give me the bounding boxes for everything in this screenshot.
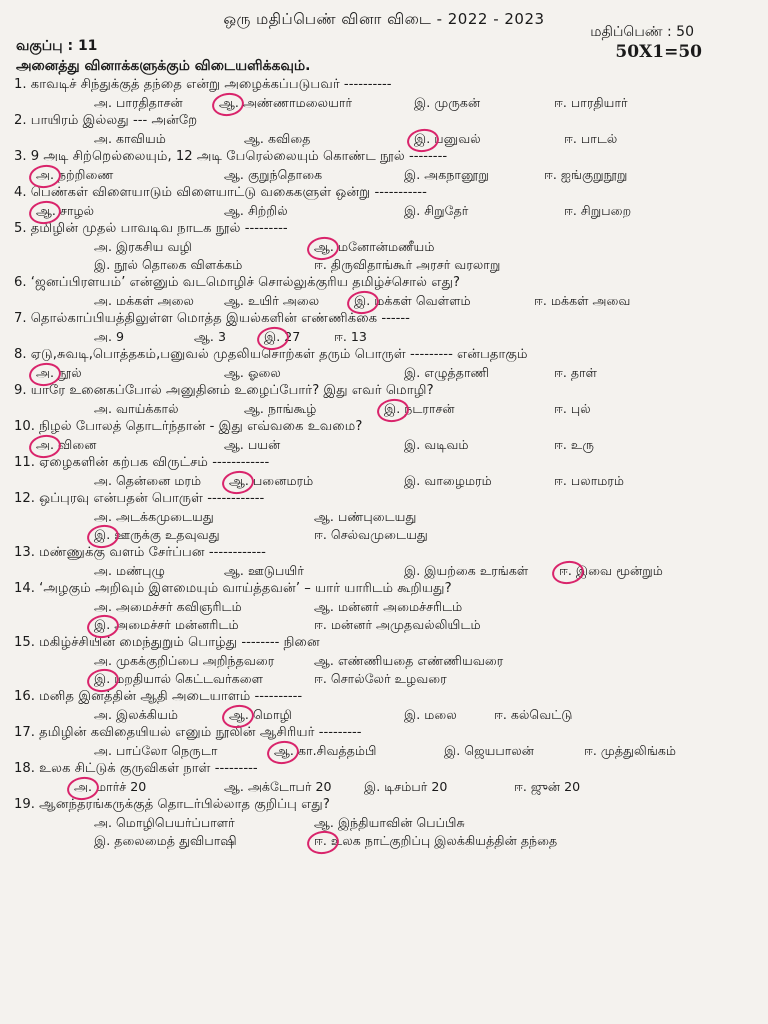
option-label: இ. — [364, 779, 381, 794]
option-text: கா.சிவத்தம்பி — [297, 743, 377, 758]
option-label: ஆ. — [229, 707, 249, 722]
question-text: 5. தமிழின் முதல் பாவடிவ நாடக நூல் --------- — [14, 221, 288, 236]
answer-option-selected — [384, 400, 455, 418]
answer-option — [224, 166, 322, 184]
option-text: மறதியால் கெட்டவர்களை — [114, 671, 263, 686]
option-text: மன்னர் அமைச்சரிடம் — [337, 599, 463, 614]
answer-option — [554, 400, 591, 418]
option-label: இ. — [264, 329, 281, 344]
option-text: மக்கள் அவை — [550, 293, 631, 308]
option-text: பனுவல் — [434, 131, 481, 146]
option-text: தாள் — [570, 365, 598, 380]
option-label: ஈ. — [534, 293, 547, 308]
option-label: ஆ. — [224, 437, 244, 452]
question-text: 15. மகிழ்ச்சியின் மைந்துறும் பொழ்து -------- நினை — [14, 635, 320, 650]
options-row — [14, 616, 754, 634]
option-text: ஓலை — [247, 365, 281, 380]
option-label: இ. — [384, 401, 401, 416]
options-row — [14, 166, 754, 184]
answer-option — [584, 742, 676, 760]
option-text: மலை — [424, 707, 457, 722]
option-text: வாய்க்கால் — [116, 401, 179, 416]
option-text: மண்புழு — [116, 563, 165, 578]
option-text: பனைமரம் — [252, 473, 314, 488]
option-label: இ. — [404, 167, 421, 182]
question-text: 3. 9 அடி சிற்றெல்லையும், 12 அடி பேரெல்லையும் கொண்ட நூல் -------- — [14, 149, 448, 164]
option-label: ஈ. — [584, 743, 597, 758]
question-text: 8. ஏடு,சுவடி,பொத்தகம்,பனுவல் முதலியசொற்கள் தரும் பொருள் --------- என்பதாகும் — [14, 347, 528, 362]
option-text: இலக்கியம் — [116, 707, 179, 722]
answer-option-selected — [219, 94, 352, 112]
option-label: அ. — [36, 365, 54, 380]
option-label: இ. — [414, 131, 431, 146]
option-text: நற்றிணை — [58, 167, 114, 182]
answer-option — [224, 292, 319, 310]
option-text: பாரதியார் — [570, 95, 628, 110]
option-label: ஆ. — [229, 473, 249, 488]
answer-option — [404, 472, 492, 490]
answer-option — [224, 562, 304, 580]
option-label: ஈ. — [554, 401, 567, 416]
option-label: அ. — [94, 239, 112, 254]
option-label: அ. — [94, 743, 112, 758]
options-row — [14, 202, 754, 220]
option-text: சிறுபறை — [580, 203, 632, 218]
options-row — [14, 652, 754, 670]
answer-option-selected — [36, 166, 113, 184]
option-label: ஈ. — [564, 203, 577, 218]
option-label: அ. — [94, 293, 112, 308]
answer-option — [224, 364, 281, 382]
option-text: அக்டோபர் 20 — [247, 779, 332, 794]
option-text: கவிதை — [267, 131, 311, 146]
answer-option — [314, 652, 503, 670]
option-text: உரு — [570, 437, 594, 452]
option-text: மனோன்மணீயம் — [337, 239, 435, 254]
answer-option — [244, 130, 310, 148]
option-text: ஜுன் 20 — [530, 779, 581, 794]
answer-option — [404, 436, 469, 454]
option-text: அமைச்சர் மன்னரிடம் — [114, 617, 239, 632]
option-text: முத்துலிங்கம் — [600, 743, 677, 758]
option-label: ஈ. — [514, 779, 527, 794]
option-text: இரகசிய வழி — [116, 239, 192, 254]
option-label: அ. — [94, 815, 112, 830]
option-label: ஈ. — [314, 671, 327, 686]
answer-option-selected — [94, 670, 263, 688]
option-label: ஈ. — [334, 329, 347, 344]
option-label: அ. — [94, 599, 112, 614]
option-text: பலாமரம் — [570, 473, 625, 488]
options-row — [14, 526, 754, 544]
option-text: அமைச்சர் கவிஞரிடம் — [116, 599, 242, 614]
answer-option — [534, 292, 630, 310]
option-label: இ. — [404, 437, 421, 452]
options-row — [14, 706, 754, 724]
answer-option — [554, 94, 628, 112]
answer-option — [224, 202, 288, 220]
answer-option-selected — [94, 526, 220, 544]
options-row — [14, 508, 754, 526]
question-text: 17. தமிழின் கவிதையியல் எனும் நூலின் ஆசிரியர் --------- — [14, 725, 362, 740]
marks-total: 50X1=50 — [615, 42, 702, 62]
answer-option — [94, 292, 194, 310]
option-text: மொழி — [252, 707, 292, 722]
answer-option-selected — [229, 706, 292, 724]
answer-option — [94, 562, 165, 580]
option-label: ஆ. — [224, 779, 244, 794]
option-label: இ. — [94, 527, 111, 542]
option-label: ஆ. — [314, 509, 334, 524]
option-label: ஆ. — [194, 329, 214, 344]
answer-option — [94, 256, 242, 274]
question-text: 11. ஏழைகளின் கற்பக விருட்சம் ------------ — [14, 455, 270, 470]
option-text: இவை மூன்றும் — [575, 563, 663, 578]
answer-option — [314, 256, 500, 274]
option-text: மக்கள் அலை — [116, 293, 194, 308]
answer-option — [94, 328, 124, 346]
option-label: இ. — [404, 563, 421, 578]
option-text: பாரதிதாசன் — [116, 95, 183, 110]
answer-option — [494, 706, 573, 724]
answer-option — [564, 130, 617, 148]
answer-option — [94, 238, 192, 256]
answer-option — [554, 364, 597, 382]
option-label: ஆ. — [224, 365, 244, 380]
question-text: 16. மனித இனத்தின் ஆதி அடையாளம் ---------- — [14, 689, 303, 704]
answer-option-selected — [354, 292, 471, 310]
option-text: திருவிதாங்கூர் அரசர் வரலாறு — [330, 257, 501, 272]
option-text: இயற்கை உரங்கள் — [424, 563, 529, 578]
option-label: இ. — [94, 833, 111, 848]
answer-option — [404, 364, 489, 382]
option-text: மார்ச் 20 — [96, 779, 147, 794]
instruction-text: அனைத்து வினாக்களுக்கும் விடையளிக்கவும். — [16, 58, 311, 74]
answer-option — [194, 328, 226, 346]
option-label: அ. — [94, 95, 112, 110]
options-row — [14, 562, 754, 580]
answer-option — [314, 616, 481, 634]
answer-option — [314, 508, 416, 526]
option-label: ஈ. — [554, 365, 567, 380]
option-label: ஈ. — [314, 617, 327, 632]
option-text: தலைமைத் துவிபாஷி — [114, 833, 237, 848]
answer-option — [414, 94, 480, 112]
option-label: அ. — [94, 329, 112, 344]
option-label: அ. — [94, 473, 112, 488]
option-label: அ. — [36, 437, 54, 452]
answer-option — [94, 400, 179, 418]
option-text: பாப்லோ நெருடா — [116, 743, 218, 758]
question-text: 2. பாயிரம் இல்லது --- அன்றே — [14, 113, 198, 128]
option-label: அ. — [94, 509, 112, 524]
option-text: அடக்கமுடையது — [116, 509, 214, 524]
option-label: அ. — [36, 167, 54, 182]
option-label: அ. — [94, 707, 112, 722]
options-row — [14, 256, 754, 274]
option-label: ஆ. — [314, 599, 334, 614]
option-label: ஈ. — [314, 833, 327, 848]
answer-option — [554, 436, 594, 454]
answer-option-selected — [314, 832, 557, 850]
answer-option-selected — [559, 562, 663, 580]
answer-option — [244, 400, 316, 418]
options-row — [14, 742, 754, 760]
options-row — [14, 598, 754, 616]
option-label: ஆ. — [244, 401, 264, 416]
option-label: இ. — [404, 707, 421, 722]
answer-option — [564, 202, 631, 220]
question-text: 7. தொல்காப்பியத்திலுள்ள மொத்த இயல்களின் எண்ணிக்கை ------ — [14, 311, 410, 326]
option-label: அ. — [94, 131, 112, 146]
options-row — [14, 94, 754, 112]
option-text: பாடல் — [580, 131, 618, 146]
options-row — [14, 130, 754, 148]
grade-label: வகுப்பு : 11 — [16, 38, 98, 54]
answer-option-selected — [274, 742, 377, 760]
answer-option — [554, 472, 624, 490]
question-text: 14. ‘அழகும் அறிவும் இளமையும் வாய்த்தவன்’ – யார் யாரிடம் கூறியது? — [14, 581, 452, 596]
options-row — [14, 814, 754, 832]
option-text: புல் — [570, 401, 591, 416]
answer-option — [314, 598, 462, 616]
option-text: சிறுதேர் — [424, 203, 469, 218]
answer-option — [94, 742, 217, 760]
answer-option — [94, 832, 237, 850]
option-label: ஆ. — [224, 563, 244, 578]
option-label: ஆ. — [314, 653, 334, 668]
question-text: 1. காவடிச் சிந்துக்குத் தந்தை என்று அழைக்கப்படுபவர் ---------- — [14, 77, 392, 92]
answer-option-selected — [36, 436, 96, 454]
answer-option — [94, 652, 274, 670]
question-text: 6. ‘ஜனப்பிரளயம்’ என்னும் வடமொழிச் சொல்லுக்குரிய தமிழ்ச்சொல் எது? — [14, 275, 461, 290]
answer-option — [314, 814, 465, 832]
options-row — [14, 670, 754, 688]
answer-option — [94, 598, 242, 616]
option-text: 27 — [284, 329, 301, 344]
answer-option-selected — [74, 778, 146, 796]
option-label: ஈ. — [554, 473, 567, 488]
option-label: ஈ. — [314, 257, 327, 272]
options-row — [14, 778, 754, 796]
options-row — [14, 292, 754, 310]
question-list — [14, 76, 754, 850]
option-text: சொல்லேர் உழவரை — [330, 671, 447, 686]
option-text: 3 — [217, 329, 226, 344]
option-text: நூல் தொகை விளக்கம் — [114, 257, 243, 272]
option-text: தென்னை மரம் — [116, 473, 202, 488]
option-text: கல்வெட்டு — [510, 707, 573, 722]
answer-option — [404, 562, 528, 580]
question-text: 12. ஒப்புரவு என்பதன் பொருள் ------------ — [14, 491, 265, 506]
option-label: அ. — [74, 779, 92, 794]
option-label: ஆ. — [36, 203, 56, 218]
answer-option — [514, 778, 580, 796]
answer-option — [224, 436, 280, 454]
option-label: இ. — [444, 743, 461, 758]
answer-option — [404, 202, 468, 220]
question-text: 19. ஆனந்தரங்கருக்குத் தொடர்பில்லாத குறிப்பு எது? — [14, 797, 330, 812]
option-text: குறுந்தொகை — [247, 167, 323, 182]
option-label: இ. — [354, 293, 371, 308]
option-text: உலக நாட்குறிப்பு இலக்கியத்தின் தந்தை — [330, 833, 558, 848]
option-text: உயிர் அலை — [247, 293, 320, 308]
option-text: ஜெயபாலன் — [464, 743, 534, 758]
option-label: ஆ. — [314, 239, 334, 254]
option-text: முகக்குறிப்பை அறிந்தவரை — [116, 653, 275, 668]
option-label: இ. — [404, 365, 421, 380]
marks-label: மதிப்பெண் : 50 — [590, 24, 694, 40]
option-label: ஈ. — [554, 95, 567, 110]
answer-option-selected — [264, 328, 300, 346]
answer-option-selected — [229, 472, 313, 490]
option-text: மன்னர் அமுதவல்லியிடம் — [330, 617, 481, 632]
options-row — [14, 400, 754, 418]
options-row — [14, 364, 754, 382]
option-label: ஆ. — [274, 743, 294, 758]
answer-option-selected — [36, 202, 94, 220]
answer-option — [314, 526, 428, 544]
options-row — [14, 436, 754, 454]
page-title: ஒரு மதிப்பெண் வினா விடை - 2022 - 2023 — [223, 10, 545, 28]
option-label: ஆ. — [219, 95, 239, 110]
option-label: ஈ. — [544, 167, 557, 182]
option-text: எழுத்தாணி — [424, 365, 490, 380]
answer-option — [444, 742, 534, 760]
option-text: செல்வமுடையது — [330, 527, 428, 542]
option-text: 9 — [116, 329, 125, 344]
answer-option-selected — [94, 616, 239, 634]
answer-option-selected — [36, 364, 82, 382]
option-label: இ. — [94, 617, 111, 632]
option-label: அ. — [94, 401, 112, 416]
option-text: நூல் — [58, 365, 82, 380]
option-text: 13 — [350, 329, 367, 344]
option-label: அ. — [94, 563, 112, 578]
question-text: 9. யாரே உனைகப்போல் அனுதினம் உழைப்போர்? இது எவர் மொழி? — [14, 383, 434, 398]
option-label: ஈ. — [564, 131, 577, 146]
question-text: 18. உலக சிட்டுக் குருவிகள் நாள் --------- — [14, 761, 258, 776]
answer-option — [364, 778, 447, 796]
option-text: மொழிபெயர்ப்பாளர் — [116, 815, 235, 830]
option-text: வினை — [58, 437, 97, 452]
option-label: ஆ. — [314, 815, 334, 830]
answer-option — [404, 706, 457, 724]
option-text: இந்தியாவின் பெப்பிசு — [337, 815, 465, 830]
answer-option — [94, 472, 201, 490]
option-text: அண்ணாமலையார் — [242, 95, 353, 110]
answer-option-selected — [414, 130, 481, 148]
question-text: 13. மண்ணுக்கு வளம் சேர்ப்பன ------------ — [14, 545, 266, 560]
option-label: ஆ. — [244, 131, 264, 146]
question-text: 4. பெண்கள் விளையாடும் விளையாட்டு வகைகளுள் ஒன்று ----------- — [14, 185, 427, 200]
answer-option — [314, 670, 447, 688]
question-text: 10. நிழல் போலத் தொடர்ந்தான் - இது எவ்வகை உவமை? — [14, 419, 363, 434]
option-label: இ. — [94, 671, 111, 686]
answer-option — [404, 166, 489, 184]
option-text: எண்ணியதை எண்ணியவரை — [337, 653, 504, 668]
option-label: ஈ. — [494, 707, 507, 722]
option-text: முருகன் — [434, 95, 481, 110]
answer-option — [544, 166, 627, 184]
option-text: ஊடுபயிர் — [247, 563, 304, 578]
options-row — [14, 238, 754, 256]
answer-option — [94, 130, 166, 148]
option-label: ஈ. — [559, 563, 572, 578]
answer-option — [94, 706, 178, 724]
options-row — [14, 472, 754, 490]
option-label: ஈ. — [314, 527, 327, 542]
option-label: இ. — [404, 473, 421, 488]
option-label: ஆ. — [224, 167, 244, 182]
options-row — [14, 832, 754, 850]
option-label: இ. — [404, 203, 421, 218]
answer-option — [94, 508, 214, 526]
option-text: அகநானூறு — [424, 167, 489, 182]
option-text: வடிவம் — [424, 437, 469, 452]
option-text: வாழைமரம் — [424, 473, 492, 488]
option-text: பண்புடையது — [337, 509, 417, 524]
option-label: இ. — [414, 95, 431, 110]
answer-option — [334, 328, 367, 346]
answer-option — [94, 94, 183, 112]
option-text: காவியம் — [116, 131, 166, 146]
option-label: இ. — [94, 257, 111, 272]
option-label: ஆ. — [224, 203, 244, 218]
option-text: டிசம்பர் 20 — [384, 779, 448, 794]
answer-option — [94, 814, 235, 832]
option-text: நாங்கூழ் — [267, 401, 317, 416]
option-label: அ. — [94, 653, 112, 668]
option-text: பயன் — [247, 437, 281, 452]
option-label: ஈ. — [554, 437, 567, 452]
options-row — [14, 328, 754, 346]
option-text: மக்கள் வெள்ளம் — [374, 293, 471, 308]
option-text: ஐங்குறுநூறு — [560, 167, 628, 182]
option-label: ஆ. — [224, 293, 244, 308]
option-text: ஊருக்கு உதவுவது — [114, 527, 220, 542]
option-text: நடராசன் — [404, 401, 455, 416]
answer-option — [224, 778, 332, 796]
answer-option-selected — [314, 238, 435, 256]
option-text: சிற்றில் — [247, 203, 288, 218]
option-text: சாழல் — [59, 203, 95, 218]
